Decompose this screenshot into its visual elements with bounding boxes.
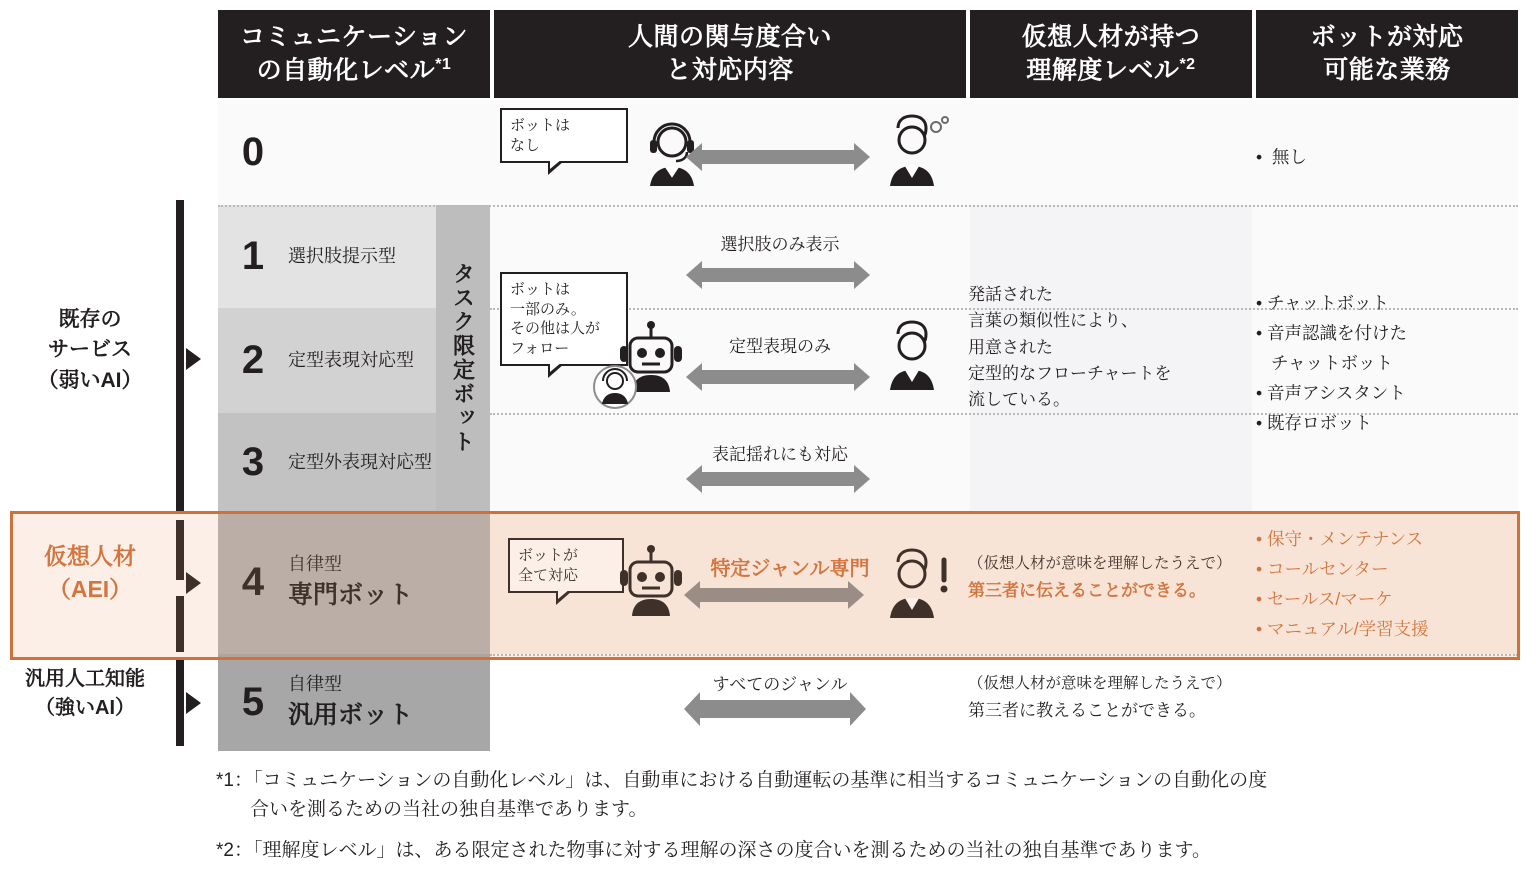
level-number-4: 4: [241, 560, 265, 604]
business-aei-2: コールセンター: [1267, 559, 1389, 580]
arrow-level0: [702, 150, 854, 164]
axis-pointer-agi: [186, 692, 201, 714]
list-item: • セールス/マーケ: [1256, 589, 1393, 610]
level-number-3: 3: [241, 439, 265, 484]
arrow-level1: [702, 268, 854, 282]
understanding-agi-l1: （仮想人材が意味を理解したうえで）: [968, 675, 1232, 692]
footnote-marker-1: *1: [435, 55, 452, 73]
row-divider-0-1: [218, 205, 1518, 207]
list-item: • コールセンター: [1256, 559, 1389, 580]
understanding-weak-l5: 流している。: [968, 390, 1070, 410]
axis-label-existing-l3: （弱いAI）: [37, 368, 143, 392]
level-number-2: 2: [241, 338, 265, 382]
callout-level4-l1: ボットが: [518, 547, 579, 564]
header-col2-line2: と対応内容: [666, 56, 794, 84]
understanding-aei-l1: （仮想人材が意味を理解したうえで）: [968, 555, 1232, 572]
business-weak-ai-list: [1256, 288, 1526, 438]
customer-person-icon-2: [876, 320, 950, 394]
level-label-4-small: 自律型: [288, 554, 342, 575]
business-weak-3: 音声アシスタント: [1267, 383, 1406, 404]
callout-level0-l2: なし: [510, 136, 541, 154]
business-weak-2b: チャットボット: [1271, 353, 1393, 374]
header-automation-level: [218, 10, 490, 98]
arrow-label-level4: 特定ジャンル専門: [710, 558, 870, 580]
level-label-4-big: 専門ボット: [288, 580, 414, 609]
list-item: • 既存ロボット: [1256, 413, 1372, 434]
customer-person-icon: [874, 114, 952, 192]
header-human-involvement: [494, 10, 966, 98]
headset-operator-small-icon: [592, 364, 638, 410]
axis-bar-existing: [176, 200, 184, 512]
arrow-level3: [702, 472, 854, 486]
callout-level2-l4: フォロー: [510, 339, 570, 357]
header-col3-line2: 理解度レベル$^{*2}$: [1026, 55, 1196, 85]
task-limited-bot-label: タスク限定ボット: [450, 262, 476, 454]
list-item: • チャットボット: [1256, 293, 1389, 313]
understanding-weak-l4: 定型的なフローチャートを: [968, 364, 1172, 384]
understanding-weak-l1: 発話された: [968, 285, 1053, 304]
business-aei-4: マニュアル/学習支援: [1267, 619, 1429, 640]
callout-level0-l1: ボットは: [510, 117, 571, 134]
header-col4-line2: 可能な業務: [1323, 56, 1451, 84]
arrow-label-level2: 定型表現のみ: [729, 337, 831, 356]
axis-label-aei-l1: 仮想人材: [44, 543, 136, 569]
business-weak-4: 既存ロボット: [1267, 413, 1372, 434]
level-number-5: 5: [241, 680, 265, 724]
arrow-level5: [700, 700, 850, 718]
level-label-3: 定型外表現対応型: [288, 451, 432, 472]
business-aei-3: セールス/マーケ: [1267, 589, 1393, 610]
header-understanding-level: [970, 10, 1252, 98]
level-number-1: 1: [241, 234, 265, 278]
callout-tail: [548, 161, 564, 175]
list-item: • マニュアル/学習支援: [1256, 619, 1429, 640]
axis-label-existing: [10, 305, 170, 396]
header-col3-line1: 仮想人材が持つ: [1021, 22, 1201, 51]
understanding-weak-ai: [968, 282, 1258, 414]
header-col2-line1: 人間の関与度合い: [627, 23, 832, 51]
business-level0-item: • 無し: [1256, 147, 1307, 167]
footnote-marker-2: *2: [1179, 55, 1196, 73]
arrow-label-level1: 選択肢のみ表示: [720, 235, 840, 254]
understanding-weak-l3: 用意された: [968, 337, 1053, 357]
list-item: • 保守・メンテナンス: [1256, 529, 1424, 549]
business-weak-1: チャットボット: [1267, 293, 1389, 313]
list-item-cont: [1256, 348, 1526, 378]
level-label-5-small: 自律型: [288, 674, 342, 695]
business-weak-2a: 音声認識を付けた: [1267, 323, 1407, 344]
understanding-weak-l2: 言葉の類似性により、: [968, 311, 1138, 331]
axis-pointer-existing: [186, 348, 201, 370]
axis-label-existing-l2: サービス: [48, 338, 132, 362]
business-level0: [1256, 142, 1526, 172]
callout-level2: [500, 272, 628, 366]
arrow-level2: [702, 370, 854, 384]
axis-label-aei-l2: （AEI）: [47, 576, 133, 603]
callout-tail: [548, 364, 564, 378]
business-aei-1: 保守・メンテナンス: [1267, 529, 1424, 549]
footnote-2: [216, 836, 1516, 865]
level-label-1: 選択肢提示型: [288, 246, 396, 267]
understanding-agi-l2: 第三者に教えることができる。: [968, 701, 1206, 721]
callout-level4-l2: 全て対応: [518, 566, 579, 584]
axis-label-existing-l1: 既存の: [58, 308, 122, 331]
header-col1-line1: コミュニケーション: [239, 22, 468, 51]
axis-label-agi: [0, 665, 170, 723]
axis-bar-agi: [176, 660, 184, 746]
footnote-2-line1: *2：「理解度レベル」は、ある限定された物事に対する理解の深さの度合いを測るための当社の独自基準であります。: [216, 840, 1211, 861]
arrow-label-level5: すべてのジャンル: [712, 675, 848, 694]
axis-label-agi-l2: （強いAI）: [35, 697, 135, 719]
level-cell-0: [218, 100, 490, 205]
level-label-5-big: 汎用ボット: [288, 700, 414, 729]
list-item: • 音声アシスタント: [1256, 383, 1406, 404]
header-col4-line1: ボットが対応: [1310, 23, 1464, 51]
footnote-1: [216, 766, 1516, 825]
level-number-0: 0: [241, 130, 265, 174]
callout-level0: [500, 108, 628, 163]
business-level0-text: 無し: [1271, 147, 1307, 167]
task-limited-bot-tab: [436, 205, 490, 511]
callout-level2-l3: その他は人が: [510, 320, 601, 337]
footnote-1-line1: *1：「コミュニケーションの自動化レベル」は、自動車における自動運転の基準に相当するコミュニケーションの自動化の度: [216, 770, 1268, 791]
understanding-agi: [968, 672, 1258, 724]
footnote-1-line2: 合いを測るための当社の独自基準であります。: [250, 799, 648, 821]
list-item: • 音声認識を付けた: [1256, 323, 1407, 344]
header-col1-line2: の自動化レベル$^{*1}$: [256, 55, 452, 85]
header-supported-business: [1256, 10, 1518, 98]
level-label-2: 定型表現対応型: [288, 350, 414, 371]
arrow-label-level3: 表記揺れにも対応: [712, 445, 848, 464]
aei-row-highlight-border: [10, 511, 1520, 660]
callout-level2-l1: ボットは: [510, 281, 571, 298]
level-cell-5: [218, 654, 490, 751]
callout-level2-l2: 一部のみ。: [510, 300, 586, 318]
axis-label-agi-l1: 汎用人工知能: [25, 668, 145, 690]
level-label-5: [288, 672, 413, 732]
understanding-aei-l2: 第三者に伝えることができる。: [968, 581, 1206, 601]
